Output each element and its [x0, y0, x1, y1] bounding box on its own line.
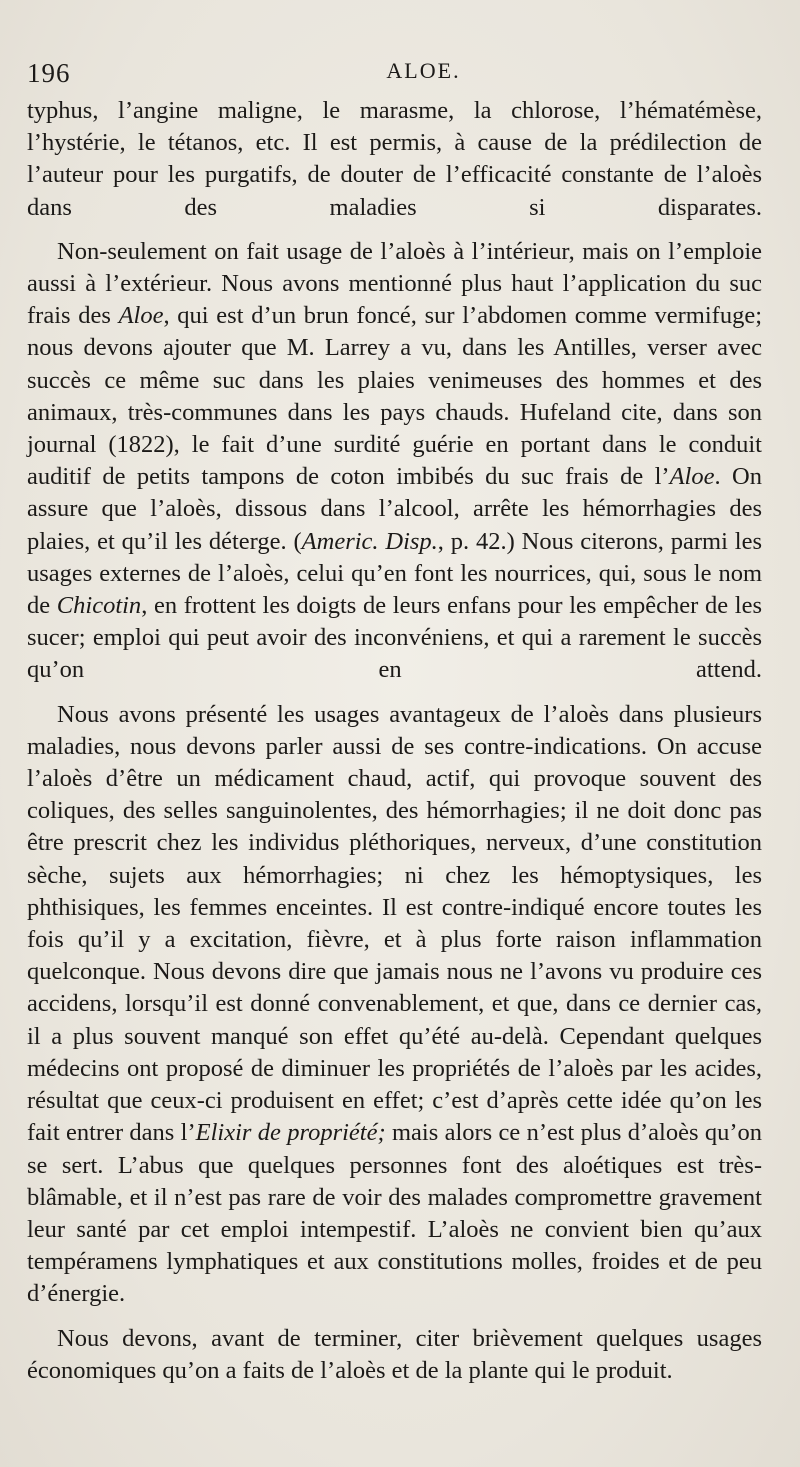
text-run: Non-seulement on fait usage de l’aloès à l’intérieur, mais on l’emploie aussi à l’extérieur. Nous avons mentionné plus haut l’application du suc frais des — [27, 237, 762, 330]
text-run: mais alors ce n’est plus d’aloès qu’on se sert. L’abus que quelques personnes font des aloétiques est très-blâmable, et il n’est pas rare de voir des malades compromettre gravement leur santé par cet emploi intempestif. L’aloès ne convient bien qu’aux tempéramens lymphatiques et aux constitutions molles, froides et de peu d’énergie. — [27, 1119, 762, 1308]
text-run: Nous devons, avant de terminer, citer brièvement quelques usages économiques qu’on a faits de l’aloès et de la plante qui le produit. — [27, 1324, 762, 1384]
paragraph-3 — [27, 699, 762, 1311]
text-run: typhus, l’angine maligne, le marasme, la chlorose, l’hématémèse, l’hystérie, le tétanos, etc. Il est permis, à cause de la prédilection de l’auteur pour les purgatifs, de douter de l’efficacité constante de l’aloès dans des maladies si disparates. — [27, 97, 762, 221]
italic-run: Americ. Disp. — [301, 527, 438, 555]
paragraph-1 — [27, 95, 762, 224]
text-run: Nous avons présenté les usages avantageux de l’aloès dans plusieurs maladies, nous devons parler aussi de ses contre-indications. On accuse l’aloès d’être un médicament chaud, actif, qui provoque souvent des coliques, des selles sanguinolentes, des hémorrhagies; il ne doit donc pas être prescrit chez les individus pléthoriques, nerveux, d’une constitution sèche, sujets aux hémorrhagies; ni chez les hémoptysiques, les phthisiques, les femmes enceintes. Il est contre-indiqué encore toutes les fois qu’il y a excitation, fièvre, et à plus forte raison inflammation quelconque. Nous devons dire que jamais nous ne l’avons vu produire ces accidens, lorsqu’il est donné convenablement, et que, dans ce dernier cas, il a plus souvent manqué son effet qu’été au-delà. Cependant quelques médecins ont proposé de diminuer les propriétés de l’aloès par les acides, résultat que ceux-ci produisent en effet; c’est d’après cette idée qu’on les fait entrer dans l’ — [27, 700, 762, 1147]
page-number: 196 — [27, 58, 71, 88]
running-title: ALOE. — [386, 58, 461, 83]
text-run: , qui est d’un brun foncé, sur l’abdomen comme vermifuge; nous devons ajouter que M. Larrey a vu, dans les Antilles, verser avec succès ce même suc dans les plaies venimeuses des hommes et des animaux, très-communes dans les pays chauds. Hufeland cite, dans son journal (1822), le fait d’une surdité guérie en portant dans le conduit auditif de petits tampons de coton imbibés du suc frais de l’ — [27, 302, 762, 491]
text-run: , p. 42.) Nous citerons, parmi les usages externes de l’aloès, celui qu’en font les nourrices, qui, sous le nom de — [27, 527, 762, 620]
text-run: , en frottent les doigts de leurs enfans pour les empêcher de les sucer; emploi qui peut avoir des inconvéniens, et qui a rarement le succès qu’on en attend. — [27, 592, 763, 684]
page-header — [27, 58, 760, 92]
body-text — [27, 95, 762, 1399]
paragraph-4 — [27, 1323, 762, 1387]
text-run: . On assure que l’aloès, dissous dans l’alcool, arrête les hémorrhagies des plaies, et qu’il les déterge. ( — [27, 463, 762, 555]
italic-run: Elixir de propriété; — [195, 1119, 386, 1147]
italic-run: Chicotin — [56, 592, 142, 620]
italic-run: Aloe — [669, 463, 715, 491]
paragraph-2 — [27, 236, 762, 687]
italic-run: Aloe — [118, 302, 164, 330]
